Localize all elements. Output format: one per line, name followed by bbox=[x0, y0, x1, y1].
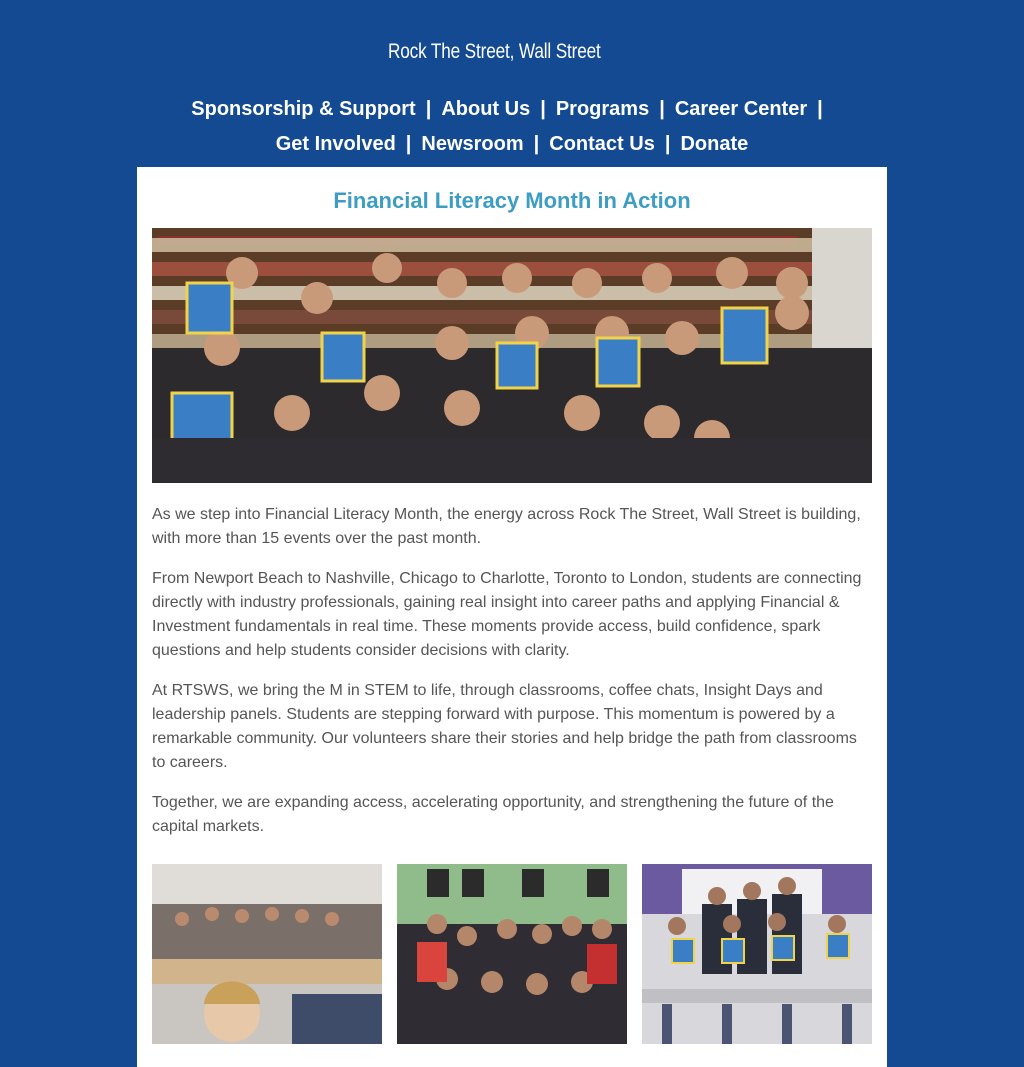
gallery-photo-graphic bbox=[397, 864, 627, 1044]
nav-row-1 bbox=[132, 92, 892, 127]
nav-career-center[interactable]: Career Center bbox=[674, 98, 808, 120]
content-card bbox=[137, 167, 887, 1067]
header bbox=[0, 0, 1024, 90]
article-paragraph: As we step into Financial Literacy Month, the energy across Rock The Street, Wall Street is building, with more than 15 events over the past month. bbox=[152, 506, 861, 547]
nav-newsroom[interactable]: Newsroom bbox=[421, 133, 524, 155]
nav-separator: | bbox=[405, 133, 412, 155]
nav-row-2 bbox=[132, 127, 892, 162]
nav-get-involved[interactable]: Get Involved bbox=[275, 133, 396, 155]
article-paragraph: Together, we are expanding access, accelerating opportunity, and strengthening the future of the capital markets. bbox=[152, 794, 834, 835]
nav-separator: | bbox=[533, 133, 540, 155]
nav-separator: | bbox=[425, 98, 432, 120]
article-title: Financial Literacy Month in Action bbox=[333, 188, 691, 213]
article-paragraph: At RTSWS, we bring the M in STEM to life, through classrooms, coffee chats, Insight Days and leadership panels. Students are stepping forward with purpose. This momentum is powered by a remarkable community. Our volunteers share their stories and help bridge the path from classrooms to careers. bbox=[152, 682, 857, 771]
hero-photo bbox=[152, 228, 872, 483]
main-nav bbox=[132, 90, 892, 162]
nav-separator: | bbox=[540, 98, 546, 120]
nav-separator: | bbox=[664, 133, 671, 155]
gallery-photo bbox=[397, 864, 627, 1044]
nav-donate[interactable]: Donate bbox=[680, 133, 749, 155]
gallery-photo bbox=[642, 864, 872, 1044]
nav-separator: | bbox=[817, 98, 823, 120]
article-paragraph: From Newport Beach to Nashville, Chicago to Charlotte, Toronto to London, students are connecting directly with industry professionals, gaining real insight into career paths and applying Financial & Investment fundamentals in real time. These moments provide access, build confidence, spark questions and help students consider decisions with clarity. bbox=[152, 570, 862, 659]
hero-photo-graphic bbox=[152, 228, 872, 483]
nav-contact-us[interactable]: Contact Us bbox=[549, 133, 655, 155]
nav-programs[interactable]: Programs bbox=[555, 98, 650, 120]
nav-about-us[interactable]: About Us bbox=[441, 98, 531, 120]
gallery-photo-graphic bbox=[152, 864, 382, 1044]
photo-gallery bbox=[152, 864, 872, 1044]
brand-logo[interactable] bbox=[386, 16, 646, 78]
article-body bbox=[152, 503, 872, 855]
nav-separator: | bbox=[659, 98, 665, 120]
gallery-photo-graphic bbox=[642, 864, 872, 1044]
brand-name: Rock The Street, Wall Street bbox=[388, 40, 601, 63]
nav-sponsorship-support[interactable]: Sponsorship & Support bbox=[191, 98, 416, 120]
gallery-photo bbox=[152, 864, 382, 1044]
